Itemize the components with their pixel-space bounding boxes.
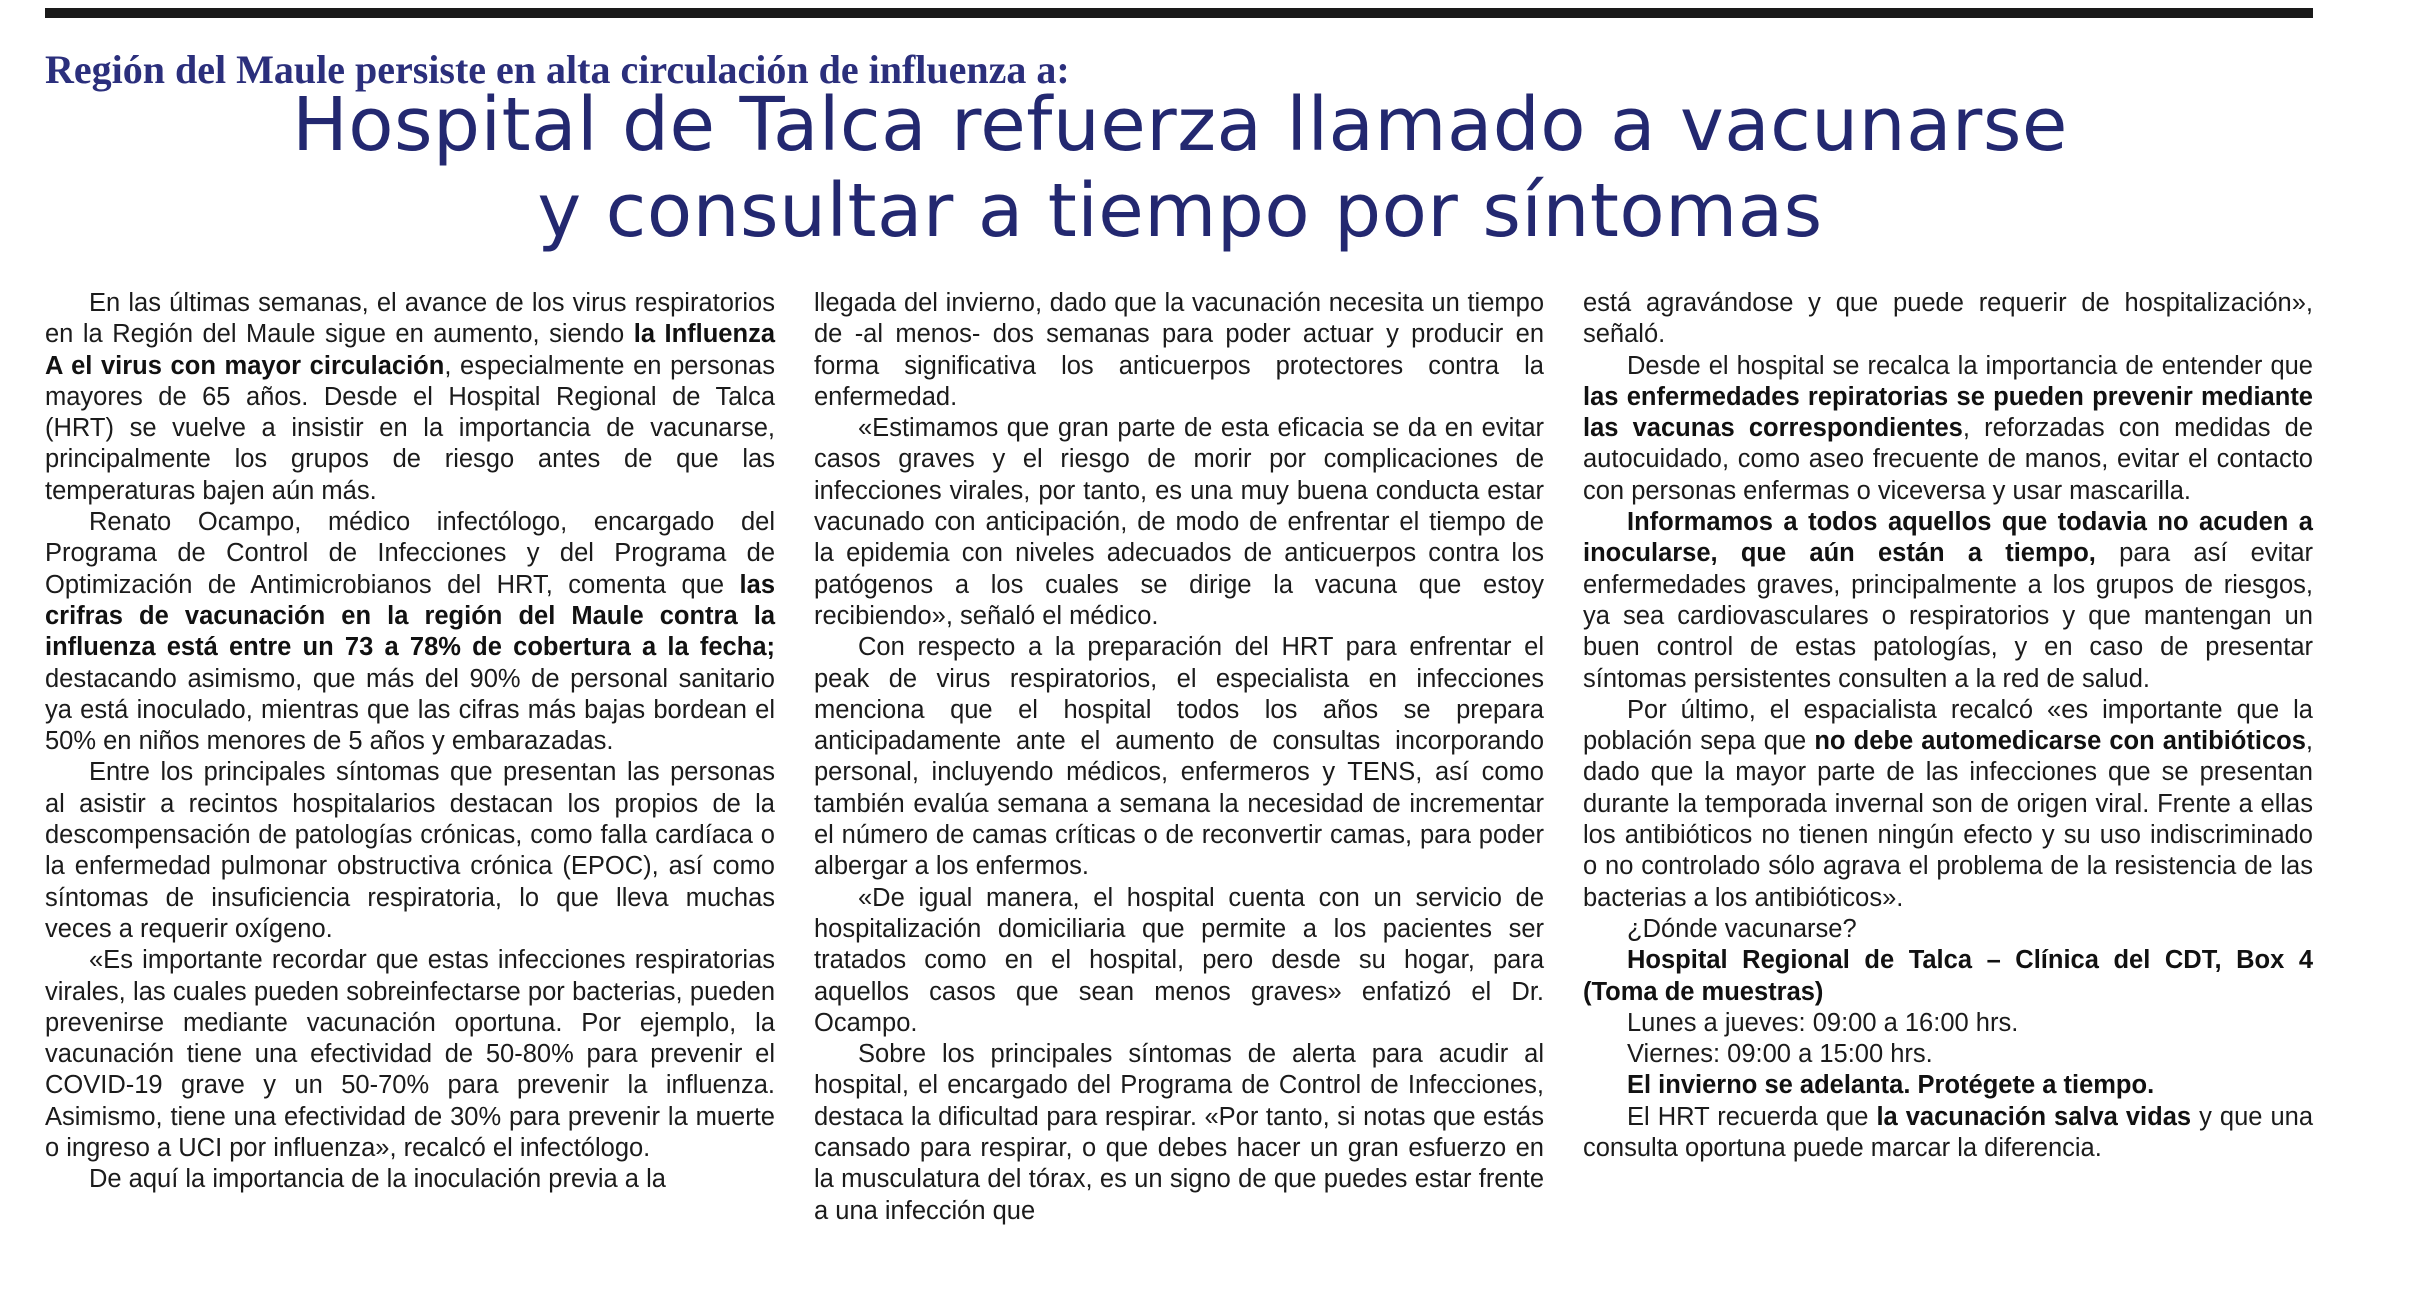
closing-paragraph: El HRT recuerda que la vacunación salva vidas y que una consulta oportuna puede marcar la diferencia. xyxy=(1583,1102,2313,1163)
vaccination-location: Hospital Regional de Talca – Clínica del CDT, Box 4 (Toma de muestras) xyxy=(1583,946,2313,1006)
paragraph: «Estimamos que gran parte de esta eficacia se da en evitar casos graves y el riesgo de morir por complicaciones de infecciones virales, por tanto, es una muy buena conducta estar vacunado con anticipación, de modo de enfrentar el tiempo de la epidemia con niveles adecuados de anticuerpos contra los patógenos a los cuales se dirige la vacuna que estoy recibiendo», señaló el médico. xyxy=(814,414,1544,630)
hours-weekdays: Lunes a jueves: 09:00 a 16:00 hrs. xyxy=(1627,1008,2019,1037)
column-1 xyxy=(45,288,775,1288)
headline-line-1: Hospital de Talca refuerza llamado a vacunarse xyxy=(292,82,2068,168)
article-kicker: Región del Maule persiste en alta circulación de influenza a: xyxy=(45,47,1070,92)
article-headline xyxy=(40,82,2320,254)
top-rule xyxy=(45,8,2313,18)
paragraph: Renato Ocampo, médico infectólogo, encargado del Programa de Control de Infecciones y del Programa de Optimización de Antimicrobianos del HRT, comenta que las crifras de vacunación en la región del Maule contra la influenza está entre un 73 a 78% de cobertura a la fecha; destacando asimismo, que más del 90% de personal sanitario ya está inoculado, mientras que las cifras más bajas bordean el 50% en niños menores de 5 años y embarazadas. xyxy=(45,508,775,756)
hours-friday: Viernes: 09:00 a 15:00 hrs. xyxy=(1627,1040,1933,1069)
paragraph: «Es importante recordar que estas infecciones respiratorias virales, las cuales pueden sobreinfectarse por bacterias, pueden prevenirse mediante vacunación oportuna. Por ejemplo, la vacunación tiene una efectividad de 50-80% para prevenir el COVID-19 grave y un 50-70% para prevenir la influenza. Asimismo, tiene una efectividad de 30% para prevenir la muerte o ingreso a UCI por influenza», recalcó el infectólogo. xyxy=(45,946,775,1163)
headline-line-2: y consultar a tiempo por síntomas xyxy=(537,168,1823,254)
paragraph: Informamos a todos aquellos que todavia no acuden a inocularse, que aún están a tiempo, para así evitar enfermedades graves, principalmente a los grupos de riesgos, ya sea cardiovasculares o respiratorios y que mantengan un buen control de estas patologías, y en caso de presentar síntomas persistentes consulten a la red de salud. xyxy=(1583,508,2313,693)
slogan: El invierno se adelanta. Protégete a tiempo. xyxy=(1627,1071,2155,1100)
paragraph: De aquí la importancia de la inoculación previa a la xyxy=(89,1165,666,1194)
column-3 xyxy=(1583,288,2313,1288)
paragraph: En las últimas semanas, el avance de los virus respiratorios en la Región del Maule sigue en aumento, siendo la Influenza A el virus con mayor circulación, especialmente en personas mayores de 65 años. Desde el Hospital Regional de Talca (HRT) se vuelve a insistir en la importancia de vacunarse, principalmente los grupos de riesgo antes de que las temperaturas bajen aún más. xyxy=(45,289,775,505)
paragraph: Desde el hospital se recalca la importancia de entender que las enfermedades repiratorias se pueden prevenir mediante las vacunas correspondientes, reforzadas con medidas de autocuidado, como aseo frecuente de manos, evitar el contacto con personas enfermas o viceversa y usar mascarilla. xyxy=(1583,351,2314,505)
paragraph: «De igual manera, el hospital cuenta con un servicio de hospitalización domiciliaria que permite a los pacientes ser tratados como en el hospital, pero desde su hogar, para aquellos casos que sean menos graves» enfatizó el Dr. Ocampo. xyxy=(814,883,1544,1037)
paragraph: llegada del invierno, dado que la vacunación necesita un tiempo de -al menos- dos semanas para poder actuar y producir en forma significativa los anticuerpos protectores contra la enfermedad. xyxy=(814,289,1544,411)
article-body xyxy=(45,288,2313,1288)
paragraph: Sobre los principales síntomas de alerta para acudir al hospital, el encargado del Programa de Control de Infecciones, destaca la dificultad para respirar. «Por tanto, si notas que estás cansado para respirar, o que debes hacer un gran esfuerzo en la musculatura del tórax, es un signo de que puedes estar frente a una infección que xyxy=(814,1040,1544,1225)
paragraph: está agravándose y que puede requerir de hospitalización», señaló. xyxy=(1583,289,2313,349)
paragraph: Entre los principales síntomas que presentan las personas al asistir a recintos hospitalarios destacan los propios de la descompensación de patologías crónicas, como falla cardíaca o la enfermedad pulmonar obstructiva crónica (EPOC), así como síntomas de insuficiencia respiratoria, lo que lleva muchas veces a requerir oxígeno. xyxy=(45,758,775,943)
paragraph: Con respecto a la preparación del HRT para enfrentar el peak de virus respiratorios, el especialista en infecciones menciona que el hospital todos los años se prepara anticipadamente ante el aumento de consultas incorporando personal, incluyendo médicos, enfermeros y TENS, así como también evalúa semana a semana la necesidad de incrementar el número de camas críticas o de reconvertir camas, para poder albergar a los enfermos. xyxy=(814,633,1544,881)
column-2 xyxy=(814,288,1544,1288)
paragraph: Por último, el espacialista recalcó «es importante que la población sepa que no debe automedicarse con antibióticos, dado que la mayor parte de las infecciones que se presentan durante la temporada invernal son de origen viral. Frente a ellas los antibióticos no tienen ningún efecto y su uso indiscriminado o no controlado sólo agrava el problema de la resistencia de las bacterias a los antibióticos». xyxy=(1583,695,2313,912)
section-question: ¿Dónde vacunarse? xyxy=(1627,914,1857,943)
